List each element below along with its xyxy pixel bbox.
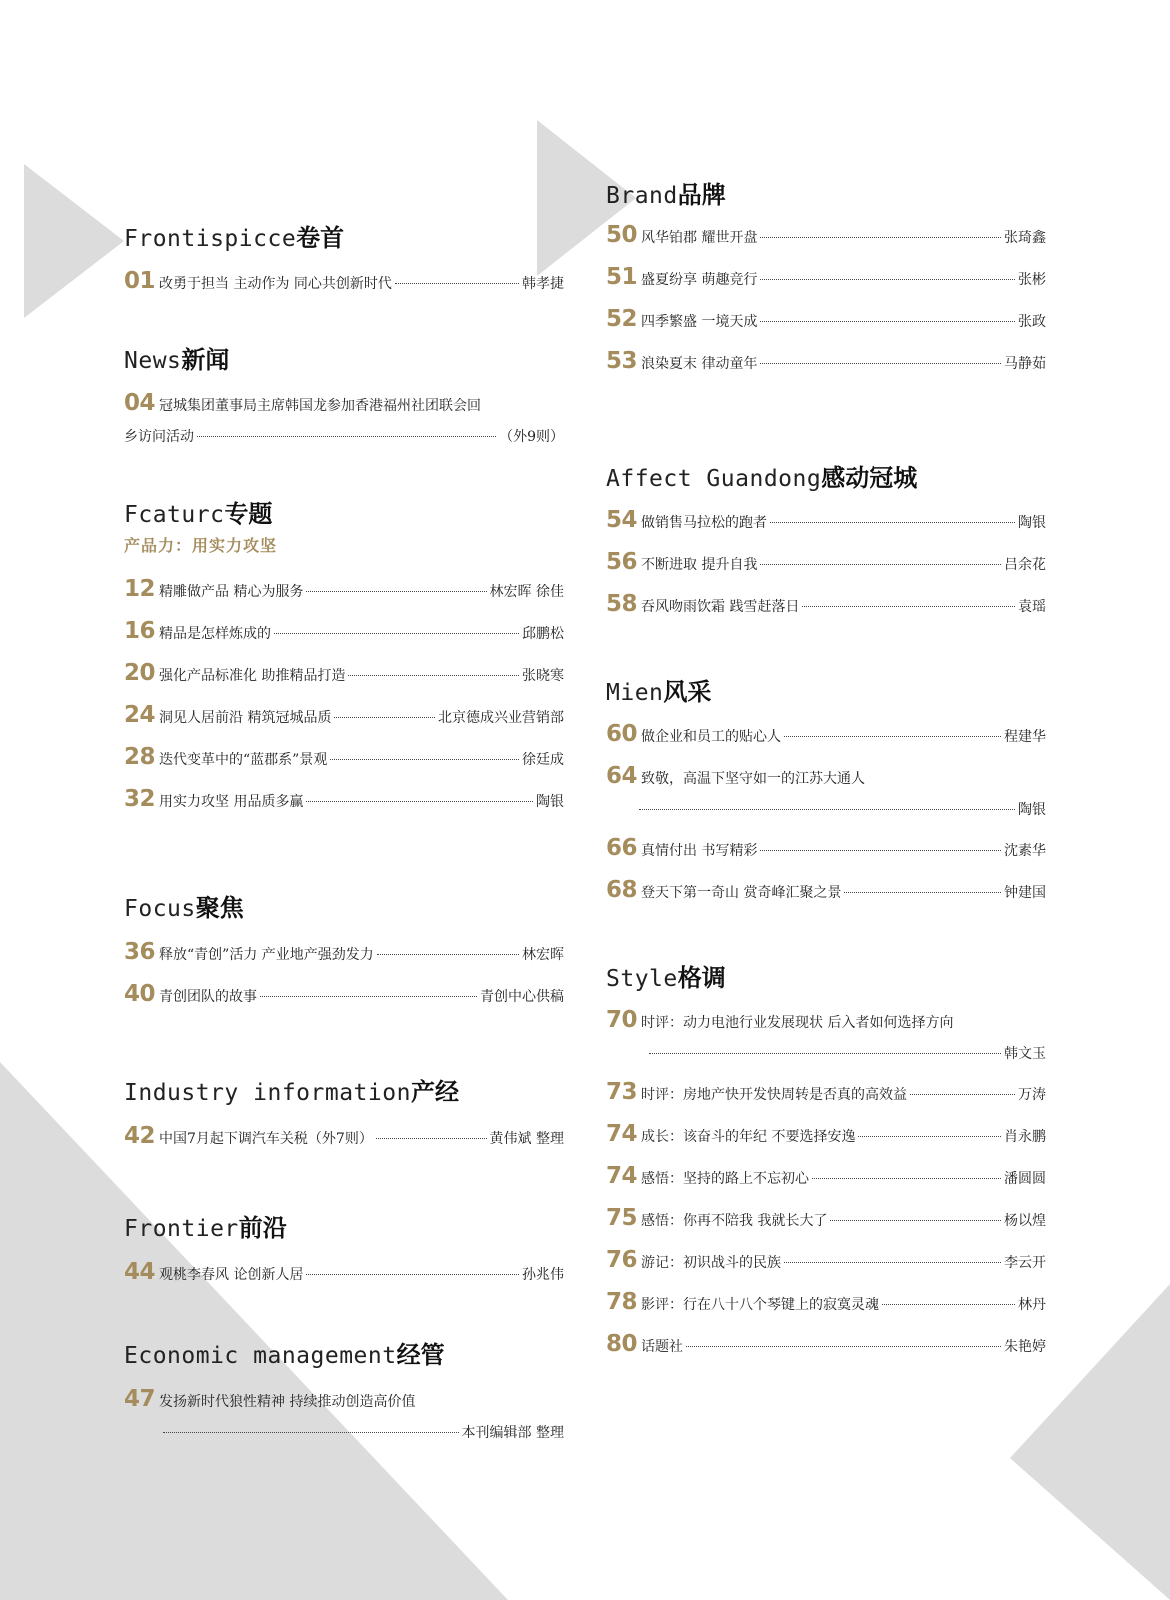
toc-entry[interactable]	[124, 618, 564, 644]
page-number: 12	[124, 576, 156, 602]
page-number: 52	[606, 306, 638, 332]
leader-dots	[784, 1262, 1001, 1263]
article-title: 观桃李春风 论创新人居	[159, 1267, 304, 1283]
toc-entry[interactable]	[124, 981, 564, 1007]
section-focus	[124, 888, 564, 1007]
article-title: 用实力攻坚 用品质多赢	[159, 794, 304, 810]
page-number: 44	[124, 1259, 156, 1285]
toc-entry[interactable]	[606, 1121, 1046, 1147]
toc-entry[interactable]	[606, 1163, 1046, 1189]
article-title: 感悟：你再不陪我 我就长大了	[641, 1213, 828, 1229]
section-title-cn: 卷首	[296, 224, 345, 252]
page-number: 32	[124, 786, 156, 812]
toc-entry[interactable]	[606, 1247, 1046, 1273]
section-title	[606, 175, 1046, 210]
toc-entry[interactable]	[606, 591, 1046, 617]
article-title: 不断进取 提升自我	[641, 557, 758, 573]
article-author: 张彬	[1018, 272, 1046, 288]
article-title: 浪染夏末 律动童年	[641, 356, 758, 372]
article-author: 青创中心供稿	[480, 989, 564, 1005]
article-title: 致敬，高温下坚守如一的江苏大通人	[641, 771, 866, 787]
section-title-cn: 格调	[677, 964, 726, 992]
section-title-en: Fcaturc	[124, 502, 225, 528]
section-title	[124, 340, 564, 375]
section-title-cn: 聚焦	[195, 894, 244, 922]
article-title-cont: 乡访问活动	[124, 429, 194, 445]
toc-entry[interactable]	[606, 721, 1046, 747]
article-title: 四季繁盛 一境天成	[641, 314, 758, 330]
section-title-cn: 品牌	[677, 181, 726, 209]
leader-dots	[760, 363, 1001, 364]
leader-dots	[802, 606, 1015, 607]
page-number: 01	[124, 268, 156, 294]
toc-entry-continuation	[124, 426, 564, 446]
toc-entry[interactable]	[606, 348, 1046, 374]
section-title-cn: 风采	[663, 678, 712, 706]
section-title	[124, 494, 564, 529]
section-title-cn: 新闻	[181, 346, 230, 374]
toc-entry[interactable]	[606, 222, 1046, 248]
toc-entry[interactable]	[124, 702, 564, 728]
article-title: 真情付出 书写精彩	[641, 843, 758, 859]
leader-dots	[760, 564, 1001, 565]
page-number: 60	[606, 721, 638, 747]
leader-dots	[760, 237, 1001, 238]
leader-dots	[330, 759, 519, 760]
section-title	[124, 1072, 564, 1107]
page-number: 74	[606, 1121, 638, 1147]
article-author: 李云开	[1004, 1255, 1046, 1271]
article-author: 韩孝捷	[522, 276, 564, 292]
leader-dots	[760, 279, 1015, 280]
article-title: 游记：初识战斗的民族	[641, 1255, 782, 1271]
page-number: 68	[606, 877, 638, 903]
article-author: 马静茹	[1004, 356, 1046, 372]
page-number: 40	[124, 981, 156, 1007]
page-number: 28	[124, 744, 156, 770]
page-number: 70	[606, 1007, 638, 1033]
section-title-cn: 感动冠城	[821, 464, 918, 492]
section-frontispiece	[124, 218, 564, 294]
page-number: 51	[606, 264, 638, 290]
section-style	[606, 958, 1046, 1357]
leader-dots	[306, 591, 486, 592]
section-title	[124, 1335, 564, 1370]
page-number: 80	[606, 1331, 638, 1357]
article-title: 迭代变革中的“蓝郡系”景观	[159, 752, 328, 768]
toc-entry[interactable]	[124, 268, 564, 294]
leader-dots	[844, 892, 1001, 893]
section-industry-information	[124, 1072, 564, 1149]
page-number: 47	[124, 1386, 156, 1412]
section-economic-management	[124, 1335, 564, 1442]
leader-dots	[910, 1094, 1015, 1095]
article-author: 朱艳婷	[1004, 1339, 1046, 1355]
article-title: 青创团队的故事	[159, 989, 258, 1005]
page-number: 53	[606, 348, 638, 374]
section-title-cn: 产经	[410, 1078, 459, 1106]
page-number: 73	[606, 1079, 638, 1105]
leader-dots	[639, 809, 1015, 810]
leader-dots	[348, 675, 519, 676]
toc-entry[interactable]	[606, 835, 1046, 861]
section-title-en: Mien	[606, 680, 664, 706]
toc-entry[interactable]	[124, 1123, 564, 1149]
section-title-en: Brand	[606, 183, 678, 209]
toc-entry[interactable]	[606, 264, 1046, 290]
page-number: 42	[124, 1123, 156, 1149]
section-title-cn: 前沿	[238, 1214, 287, 1242]
article-author: 钟建国	[1004, 885, 1046, 901]
toc-entry[interactable]	[606, 306, 1046, 332]
article-author: 万涛	[1018, 1087, 1046, 1103]
section-title-en: Industry information	[124, 1080, 411, 1106]
leader-dots	[163, 1432, 459, 1433]
article-author: 沈素华	[1004, 843, 1046, 859]
section-feature	[124, 494, 564, 812]
toc-entry[interactable]	[606, 1289, 1046, 1315]
article-author: 肖永鹏	[1004, 1129, 1046, 1145]
page-number: 58	[606, 591, 638, 617]
article-title: 登天下第一奇山 赏奇峰汇聚之景	[641, 885, 842, 901]
article-author: 程建华	[1004, 729, 1046, 745]
article-title: 改勇于担当 主动作为 同心共创新时代	[159, 276, 392, 292]
page-number: 24	[124, 702, 156, 728]
leader-dots	[376, 1138, 487, 1139]
article-title: 时评：动力电池行业发展现状 后入者如何选择方向	[641, 1015, 954, 1031]
section-title-en: News	[124, 348, 182, 374]
article-author: 林宏晖	[522, 947, 564, 963]
section-title-en: Affect Guandong	[606, 466, 822, 492]
article-author: 陶银	[1018, 802, 1046, 818]
page-number: 16	[124, 618, 156, 644]
article-title: 感悟：坚持的路上不忘初心	[641, 1171, 810, 1187]
page-number: 64	[606, 763, 638, 789]
section-subtitle: 产品力：用实力攻坚	[124, 536, 278, 555]
leader-dots	[830, 1220, 1001, 1221]
leader-dots	[260, 996, 477, 997]
article-title: 精品是怎样炼成的	[159, 626, 272, 642]
article-title: 成长：该奋斗的年纪 不要选择安逸	[641, 1129, 856, 1145]
article-title: 影评：行在八十八个琴键上的寂寞灵魂	[641, 1297, 880, 1313]
article-author: 韩文玉	[1004, 1046, 1046, 1062]
section-title	[606, 958, 1046, 993]
toc-entry[interactable]	[124, 576, 564, 602]
section-frontier	[124, 1208, 564, 1285]
section-title-en: Frontispicce	[124, 226, 297, 252]
article-title: 盛夏纷享 萌趣竞行	[641, 272, 758, 288]
page-number: 66	[606, 835, 638, 861]
leader-dots	[812, 1178, 1001, 1179]
article-author: 徐廷成	[522, 752, 564, 768]
leader-dots	[686, 1346, 1001, 1347]
article-title: 精雕做产品 精心为服务	[159, 584, 304, 600]
article-title: 话题社	[641, 1339, 684, 1355]
section-title-cn: 经管	[396, 1341, 445, 1369]
article-author: 黄伟斌 整理	[489, 1131, 564, 1147]
toc-entry-continuation	[124, 1422, 564, 1442]
article-title: 时评：房地产快开发快周转是否真的高效益	[641, 1087, 908, 1103]
section-title	[124, 218, 564, 253]
section-affect-guandong	[606, 458, 1046, 617]
leader-dots	[858, 1136, 1001, 1137]
toc-entry[interactable]	[124, 1259, 564, 1285]
toc-entry[interactable]	[606, 877, 1046, 903]
toc-entry[interactable]	[124, 744, 564, 770]
page-number: 78	[606, 1289, 638, 1315]
article-title: 释放“青创”活力 产业地产强劲发力	[159, 947, 374, 963]
toc-entry[interactable]	[606, 507, 1046, 533]
leader-dots	[649, 1053, 1001, 1054]
article-author: 孙兆伟	[522, 1267, 564, 1283]
page-number: 74	[606, 1163, 638, 1189]
toc-entry[interactable]	[124, 939, 564, 965]
page-number: 04	[124, 390, 156, 416]
article-author: （外9则）	[499, 429, 564, 445]
toc-entry[interactable]	[606, 549, 1046, 575]
section-brand	[606, 175, 1046, 374]
article-author: 杨以煌	[1004, 1213, 1046, 1229]
page-number: 56	[606, 549, 638, 575]
leader-dots	[274, 633, 519, 634]
article-title: 强化产品标准化 助推精品打造	[159, 668, 346, 684]
toc-entry[interactable]	[606, 1205, 1046, 1231]
section-title	[606, 672, 1046, 707]
section-title	[124, 1208, 564, 1243]
section-title-en: Style	[606, 966, 678, 992]
page-number: 36	[124, 939, 156, 965]
article-author: 张晓寒	[522, 668, 564, 684]
leader-dots	[306, 1274, 519, 1275]
article-author: 林丹	[1018, 1297, 1046, 1313]
triangle-top-left	[24, 164, 124, 318]
leader-dots	[770, 522, 1015, 523]
article-author: 陶银	[536, 794, 564, 810]
article-author: 吕余花	[1004, 557, 1046, 573]
toc-entry[interactable]	[124, 660, 564, 686]
leader-dots	[760, 850, 1001, 851]
page-number: 50	[606, 222, 638, 248]
article-title: 发扬新时代狼性精神 持续推动创造高价值	[159, 1394, 416, 1410]
article-title: 做销售马拉松的跑者	[641, 515, 768, 531]
article-title: 做企业和员工的贴心人	[641, 729, 782, 745]
section-title	[124, 888, 564, 923]
section-title-cn: 专题	[224, 500, 273, 528]
article-author: 邱鹏松	[522, 626, 564, 642]
toc-entry[interactable]	[124, 1386, 564, 1412]
leader-dots	[784, 736, 1001, 737]
article-author: 张琦鑫	[1004, 230, 1046, 246]
toc-entry[interactable]	[124, 390, 564, 416]
article-author: 张政	[1018, 314, 1046, 330]
leader-dots	[306, 801, 533, 802]
article-author: 陶银	[1018, 515, 1046, 531]
leader-dots	[395, 283, 519, 284]
toc-entry[interactable]	[606, 763, 1046, 789]
toc-entry[interactable]	[124, 786, 564, 812]
section-news	[124, 340, 564, 446]
section-title	[606, 458, 1046, 493]
toc-entry-continuation	[606, 799, 1046, 819]
section-title-en: Frontier	[124, 1216, 239, 1242]
leader-dots	[197, 436, 496, 437]
toc-entry-continuation	[606, 1043, 1046, 1063]
leader-dots	[760, 321, 1015, 322]
page-number: 20	[124, 660, 156, 686]
article-author: 袁瑶	[1018, 599, 1046, 615]
toc-entry[interactable]	[606, 1331, 1046, 1357]
article-title: 风华铂郡 耀世开盘	[641, 230, 758, 246]
article-title: 冠城集团董事局主席韩国龙参加香港福州社团联会回	[159, 398, 482, 414]
leader-dots	[334, 717, 435, 718]
section-mien	[606, 672, 1046, 903]
article-title: 吞风吻雨饮霜 践雪赶落日	[641, 599, 800, 615]
leader-dots	[882, 1304, 1015, 1305]
article-author: 潘圆圆	[1004, 1171, 1046, 1187]
page-number: 54	[606, 507, 638, 533]
page-number: 76	[606, 1247, 638, 1273]
page-number: 75	[606, 1205, 638, 1231]
article-title: 洞见人居前沿 精筑冠城品质	[159, 710, 332, 726]
leader-dots	[377, 954, 519, 955]
article-title: 中国7月起下调汽车关税（外7则）	[159, 1131, 373, 1147]
section-title-en: Economic management	[124, 1343, 397, 1369]
section-title-en: Focus	[124, 896, 196, 922]
article-author: 北京德成兴业营销部	[438, 710, 564, 726]
article-author: 本刊编辑部 整理	[461, 1425, 564, 1441]
toc-entry[interactable]	[606, 1007, 1046, 1033]
toc-entry[interactable]	[606, 1079, 1046, 1105]
article-author: 林宏晖 徐佳	[489, 584, 564, 600]
